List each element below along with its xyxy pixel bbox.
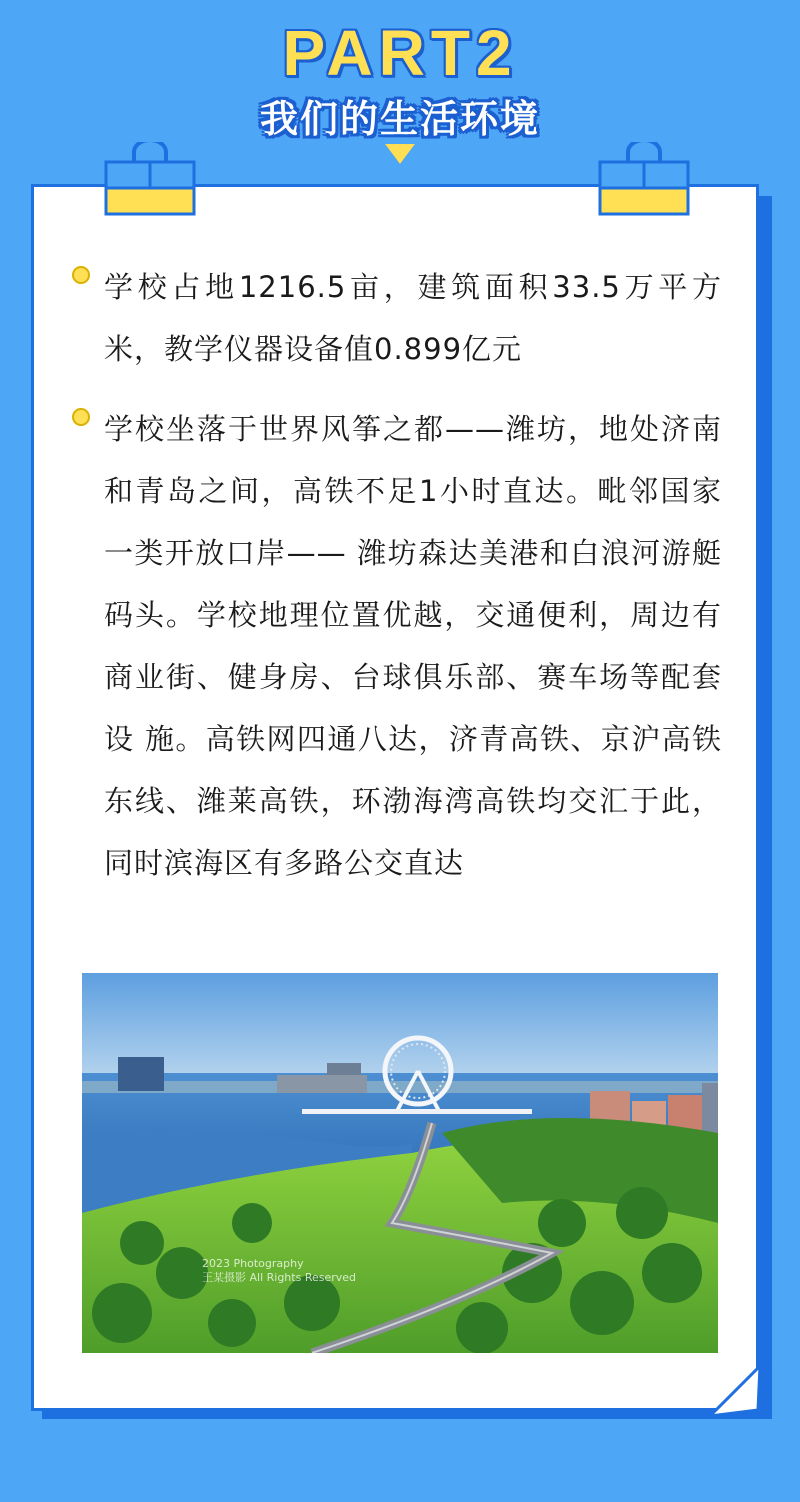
bullet-dot-icon [72,266,90,284]
photo-watermark [202,1257,356,1285]
bullet-dot-icon [72,408,90,426]
bullet-item-location [72,398,722,894]
page-fold-corner [710,1360,772,1416]
watermark-line1: 2023 Photography [202,1257,304,1270]
clip-icon-left [104,142,196,218]
aerial-city-photo [82,973,718,1353]
bullet-text: 学校占地1216.5亩，建筑面积33.5万平方米，教学仪器设备值0.899亿元 [104,270,722,366]
part-title: PART2 [282,17,518,89]
bullet-text: 学校坐落于世界风筝之都——潍坊，地处济南和青岛之间，高铁不足1小时直达。毗邻国家一类开放口岸—— 潍坊森达美港和白浪河游艇码头。学校地理位置优越，交通便利，周边有商业街、健身房、台球俱乐部、赛车场等配套设 施。高铁网四通八达，济青高铁、京沪高铁东线、潍莱高铁，环渤海湾高铁均交汇于此，同时滨海区有多路公交直达 [104,412,722,880]
clip-icon-right [598,142,690,218]
watermark-line2: 王某摄影 All Rights Reserved [202,1271,357,1284]
down-arrow-icon [385,144,415,164]
section-subtitle: 我们的生活环境 [259,97,540,141]
bullet-item-campus [72,256,722,380]
